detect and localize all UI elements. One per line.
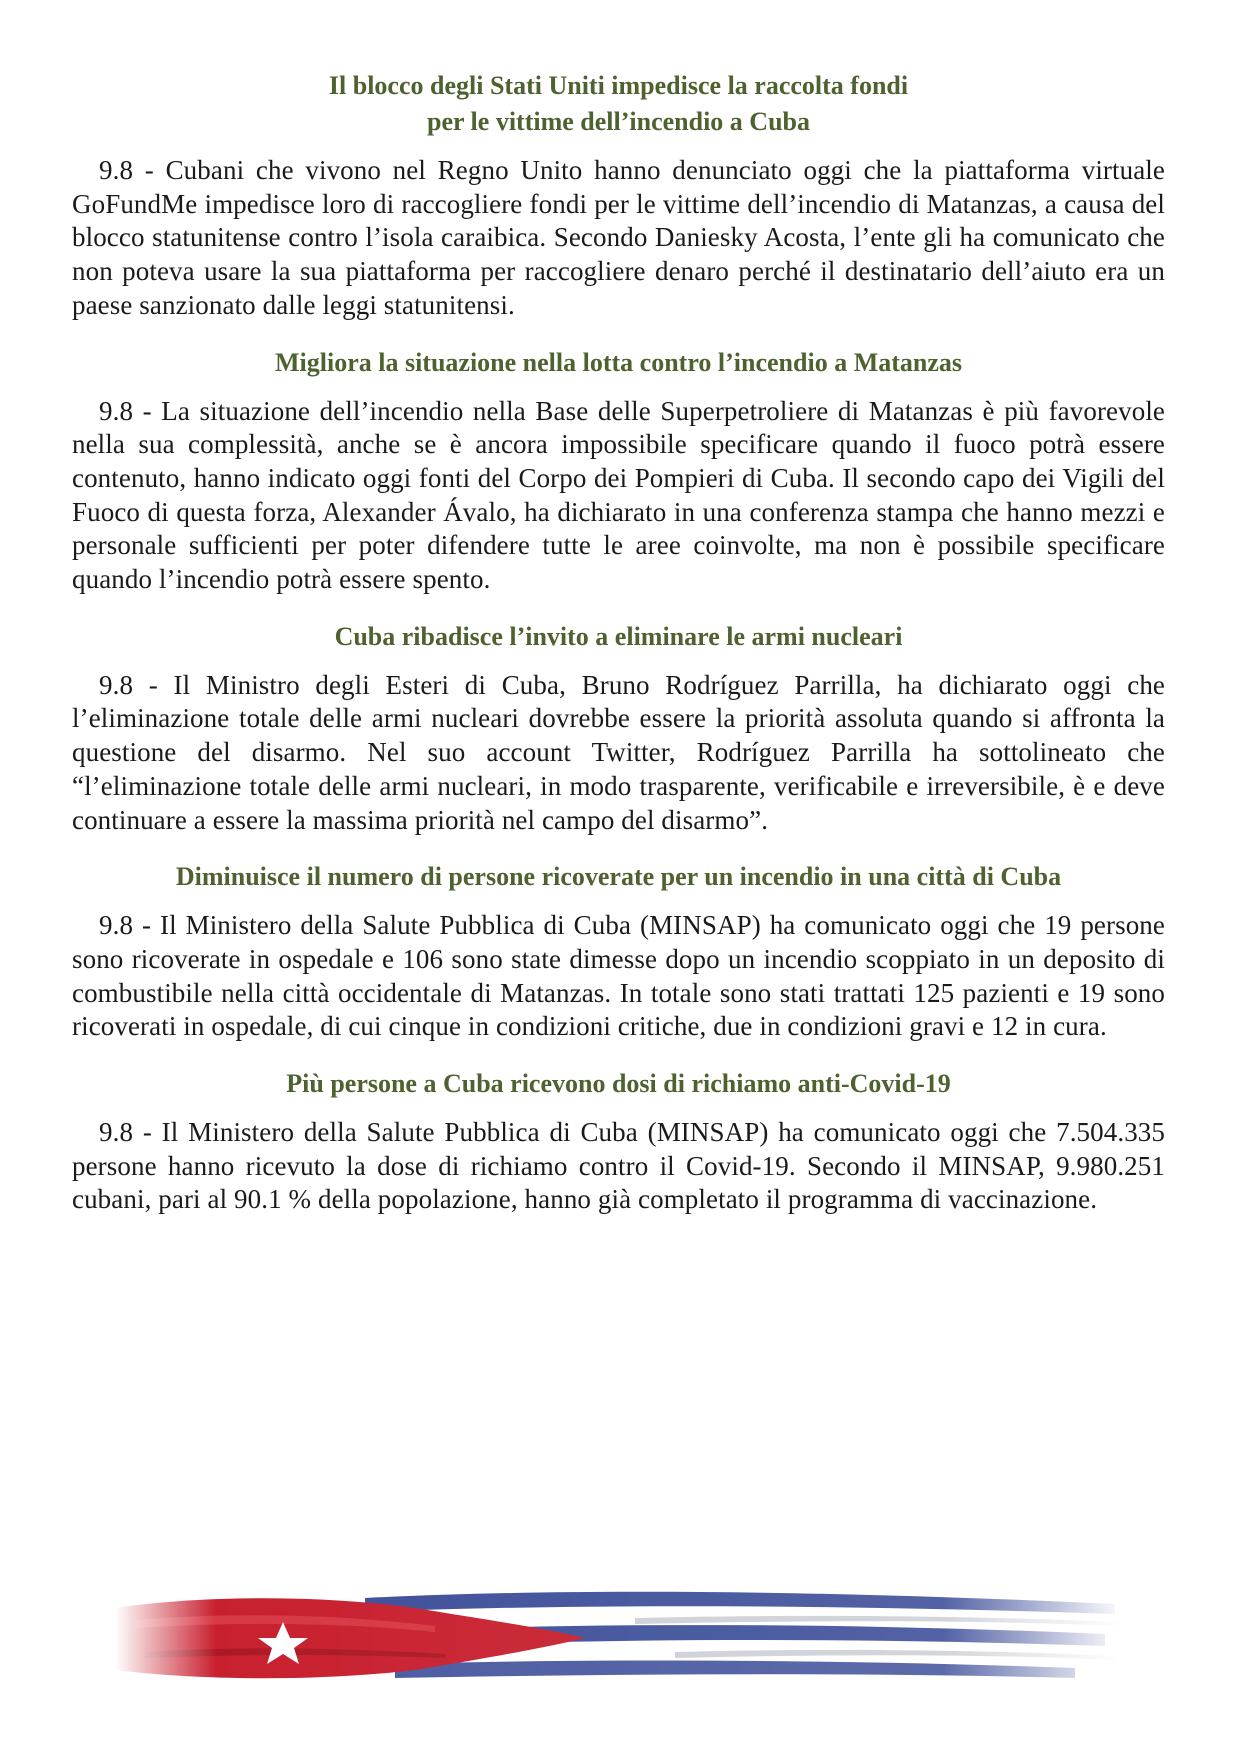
article-title-1 [72, 68, 1165, 140]
article-body-1: 9.8 - Cubani che vivono nel Regno Unito hanno denunciato oggi che la piattaforma virtuale GoFundMe impedisce loro di raccogliere fondi per le vittime dell’incendio di Matanzas, a causa del blocco statunitense contro l’isola caraibica. Secondo Daniesky Acosta, l’ente gli ha comunicato che non poteva usare la sua piattaforma per raccogliere denaro perché il destinatario dell’aiuto era un paese sanzionato dalle leggi statunitensi. [72, 155, 1165, 320]
article-title-4: Diminuisce il numero di persone ricoverate per un incendio in una città di Cuba [175, 862, 1062, 892]
article-title-5: Più persone a Cuba ricevono dosi di richiamo anti-Covid-19 [286, 1069, 951, 1099]
article-body-5: 9.8 - Il Ministero della Salute Pubblica di Cuba (MINSAP) ha comunicato oggi che 7.504.335 persone hanno ricevuto la dose di richiamo contro il Covid-19. Secondo il MINSAP, 9.980.251 cubani, pari al 90.1 % della popolazione, hanno già completato il programma di vaccinazione. [72, 1117, 1165, 1215]
article-body-2: 9.8 - La situazione dell’incendio nella Base delle Superpetroliere di Matanzas è più favorevole nella sua complessità, anche se è ancora impossibile specificare quando il fuoco potrà essere contenuto, hanno indicato oggi fonti del Corpo dei Pompieri di Cuba. Il secondo capo dei Vigili del Fuoco di questa forza, Alexander Ávalo, ha dichiarato in una conferenza stampa che hanno mezzi e personale sufficienti per poter difendere tutte le aree coinvolte, ma non è possibile specificare quando l’incendio potrà essere spento. [72, 395, 1165, 595]
article-body-3: 9.8 - Il Ministro degli Esteri di Cuba, Bruno Rodríguez Parrilla, ha dichiarato oggi che l’eliminazione totale delle armi nucleari dovrebbe essere la priorità assoluta quando si affronta la questione del disarmo. Nel suo account Twitter, Rodríguez Parrilla ha sottolineato che “l’eliminazione totale delle armi nucleari, in modo trasparente, verificabile e irreversibile, è e deve continuare a essere la massima priorità nel campo del disarmo”. [72, 669, 1165, 835]
article-title-3: Cuba ribadisce l’invito a eliminare le armi nucleari [334, 621, 903, 651]
article-title-1-line-1: Il blocco degli Stati Uniti impedisce la raccolta fondi [328, 71, 909, 100]
cuba-flag-icon [115, 1578, 1125, 1698]
news-column [72, 68, 1165, 1217]
article-title-1-line-2: per le vittime dell’incendio a Cuba [426, 107, 810, 136]
article-title-2: Migliora la situazione nella lotta contro l’incendio a Matanzas [274, 347, 963, 377]
article-body-4: 9.8 - Il Ministero della Salute Pubblica di Cuba (MINSAP) ha comunicato oggi che 19 persone sono ricoverate in ospedale e 106 sono state dimesse dopo un incendio scoppiato in un deposito di combustibile nella città occidentale di Matanzas. In totale sono stati trattati 125 pazienti e 19 sono ricoverati in ospedale, di cui cinque in condizioni critiche, due in condizioni gravi e 12 in cura. [72, 910, 1165, 1042]
